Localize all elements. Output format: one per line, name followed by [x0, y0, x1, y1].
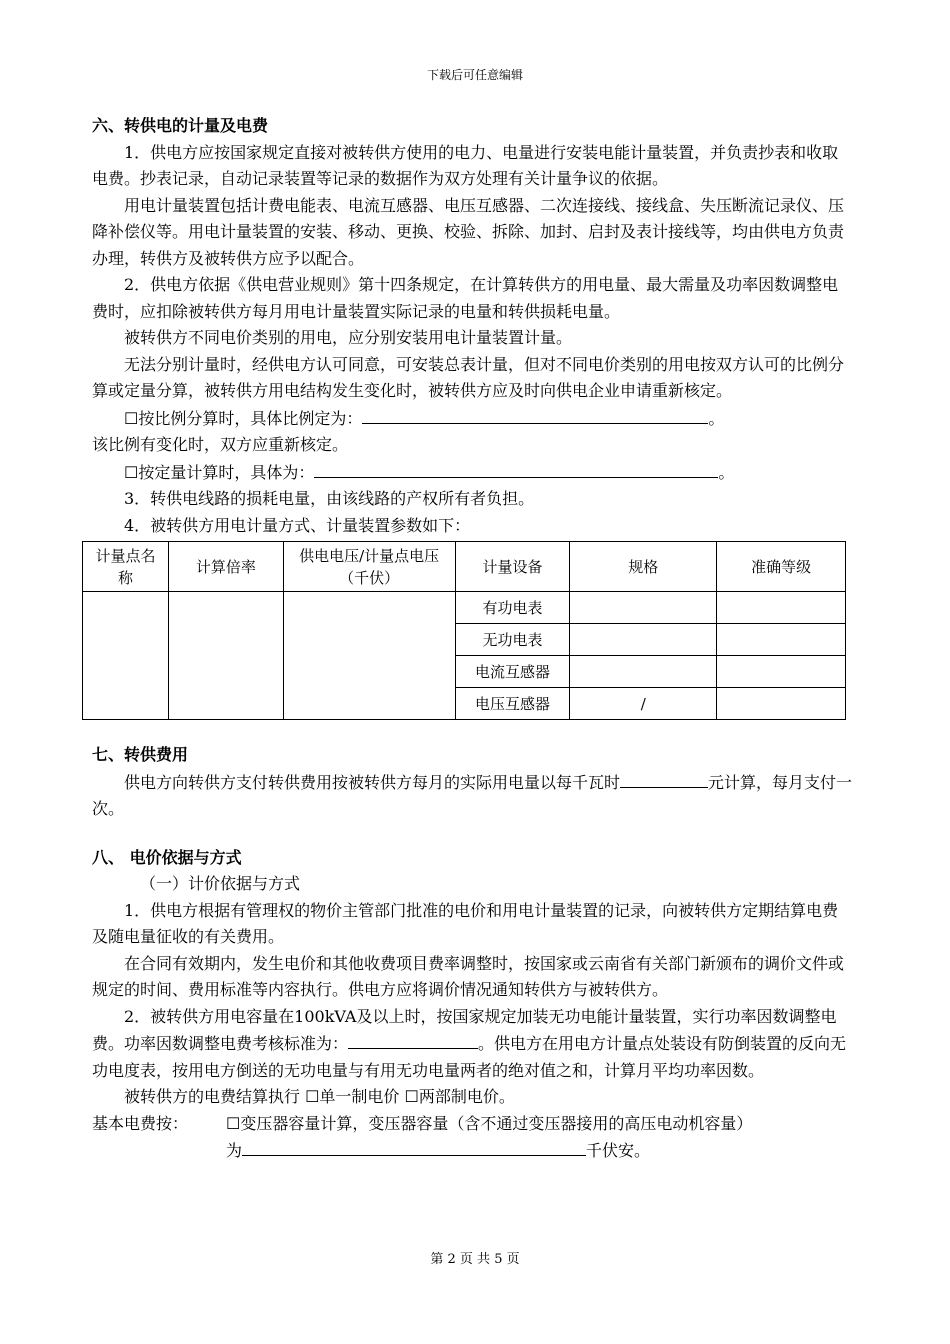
section-6-paragraph-6: 3．转供电线路的损耗电量，由该线路的产权所有者负担。: [124, 489, 535, 508]
section-6-title: 六、转供电的计量及电费: [92, 116, 269, 135]
device-name-cell: 有功电表: [455, 592, 570, 624]
pf-text-b: 。供电方在用电方计量点处装设有防倒装置的反向无功电度表，按用电方倒送的无功电量与有用无功电量两者的绝对值之和，计算月平均功率因数。: [92, 1034, 847, 1080]
table-header-cell: 计算倍率: [168, 542, 283, 592]
capacity-text-a: 为: [226, 1141, 243, 1160]
table-header-cell: 准确等级: [717, 542, 846, 592]
device-name-cell: 电流互感器: [455, 656, 570, 688]
device-name-cell: 无功电表: [455, 624, 570, 656]
voltage-cell[interactable]: [283, 592, 455, 720]
device-name-cell: 电压互感器: [455, 688, 570, 720]
table-row: [83, 592, 846, 624]
ratio-blank[interactable]: [362, 405, 708, 424]
grade-cell[interactable]: [717, 656, 846, 688]
section-6-paragraph-5: 无法分别计量时，经供电方认可同意，可安装总表计量，但对不同电价类别的用电按双方认可的比例分算或定量分算，被转供方用电结构发生变化时，被转供方应及时向供电企业申请重新核定。: [92, 354, 845, 400]
fee-text-a: 供电方向转供方支付转供费用按被转供方每月的实际用电量以每千瓦时: [124, 772, 621, 792]
capacity-line: [92, 1137, 854, 1165]
table-header-row: [83, 542, 846, 592]
ratio-option-line: [92, 405, 854, 433]
meter-point-name-cell[interactable]: [83, 592, 169, 720]
calc-ratio-cell[interactable]: [168, 592, 283, 720]
section-8-title: 八、 电价依据与方式: [92, 847, 242, 867]
section-8-subtitle: （一）计价依据与方式: [140, 874, 301, 893]
table-header-cell: 供电电压/计量点电压（千伏）: [283, 542, 455, 592]
grade-cell[interactable]: [717, 624, 846, 656]
grade-cell[interactable]: [717, 688, 846, 720]
section-7-title: 七、转供费用: [92, 745, 189, 764]
section-7-paragraph: [92, 769, 854, 823]
table-header-cell: 规格: [570, 542, 717, 592]
spec-cell[interactable]: /: [570, 688, 717, 720]
spec-cell[interactable]: [570, 592, 717, 624]
capacity-blank[interactable]: [242, 1137, 586, 1156]
grade-cell[interactable]: [717, 592, 846, 624]
section-8-paragraph-1: 1．供电方根据有管理权的物价主管部门批准的电价和用电计量装置的记录，向被转供方定期结算电费及随电量征收的有关费用。: [92, 900, 839, 946]
quota-blank[interactable]: [314, 459, 718, 478]
quota-end: 。: [718, 462, 735, 482]
spec-cell[interactable]: [570, 656, 717, 688]
section-6-paragraph-3: 2．供电方依据《供电营业规则》第十四条规定，在计算转供方的用电量、最大需量及功率因数调整电费时，应扣除被转供方每月用电计量装置实际记录的电量和转供损耗电量。: [92, 275, 839, 321]
quota-option-label: ☐按定量计算时，具体为：: [124, 462, 315, 482]
pf-text-a: 2．被转供方用电容量在100kVA及以上时，按国家规定加装无功电能计量装置，实行功率因数调整电费。功率因数调整电费考核标准为：: [92, 1006, 837, 1053]
section-6-paragraph-4: 被转供方不同电价类别的用电，应分别安装用电计量装置计量。: [124, 328, 573, 347]
fee-text-b: 元计算，每月支付一次。: [92, 772, 853, 818]
ratio-end: 。: [708, 408, 725, 428]
page-footer: 第 2 页 共 5 页: [430, 1252, 520, 1267]
section-6-paragraph-7: 4．被转供方用电计量方式、计量装置参数如下：: [124, 515, 471, 535]
power-factor-blank[interactable]: [348, 1030, 478, 1049]
page-header: 下载后可任意编辑: [426, 68, 523, 82]
section-6-paragraph-2: 用电计量装置包括计费电能表、电流互感器、电压互感器、二次连接线、接线盒、失压断流记录仪、压降补偿仪等。用电计量装置的安装、移动、更换、校验、拆除、加封、启封及表计接线等，均由供电方负责办理，转供方及被转供方应予以配合。: [92, 195, 845, 268]
basic-fee-label: 基本电费按：: [92, 1113, 189, 1133]
table-header-cell: 计量设备: [455, 542, 570, 592]
section-8-paragraph-3: [92, 1004, 854, 1085]
document-body: [92, 113, 854, 1165]
table-header-cell: 计量点名称: [83, 542, 169, 592]
capacity-text-b: 千伏安。: [586, 1141, 651, 1160]
ratio-note: 该比例有变化时，双方应重新核定。: [92, 435, 349, 454]
fee-blank[interactable]: [620, 769, 708, 788]
metering-table: [82, 541, 846, 720]
spec-cell[interactable]: [570, 624, 717, 656]
section-8-paragraph-2: 在合同有效期内，发生电价和其他收费项目费率调整时，按国家或云南省有关部门新颁布的调价文件或规定的时间、费用标准等内容执行。供电方应将调价情况通知转供方与被转供方。: [92, 953, 845, 999]
section-6-paragraph-1: 1．供电方应按国家规定直接对被转供方使用的电力、电量进行安装电能计量装置，并负责抄表和收取电费。抄表记录，自动记录装置等记录的数据作为双方处理有关计量争议的依据。: [92, 142, 839, 188]
ratio-option-label: ☐按比例分算时，具体比例定为：: [124, 408, 363, 428]
basic-fee-line: [92, 1111, 854, 1138]
basic-fee-text: ☐变压器容量计算，变压器容量（含不通过变压器接用的高压电动机容量）: [226, 1113, 753, 1133]
quota-option-line: [92, 459, 854, 487]
tariff-choice-line: 被转供方的电费结算执行 ☐单一制电价 ☐两部制电价。: [124, 1087, 515, 1106]
